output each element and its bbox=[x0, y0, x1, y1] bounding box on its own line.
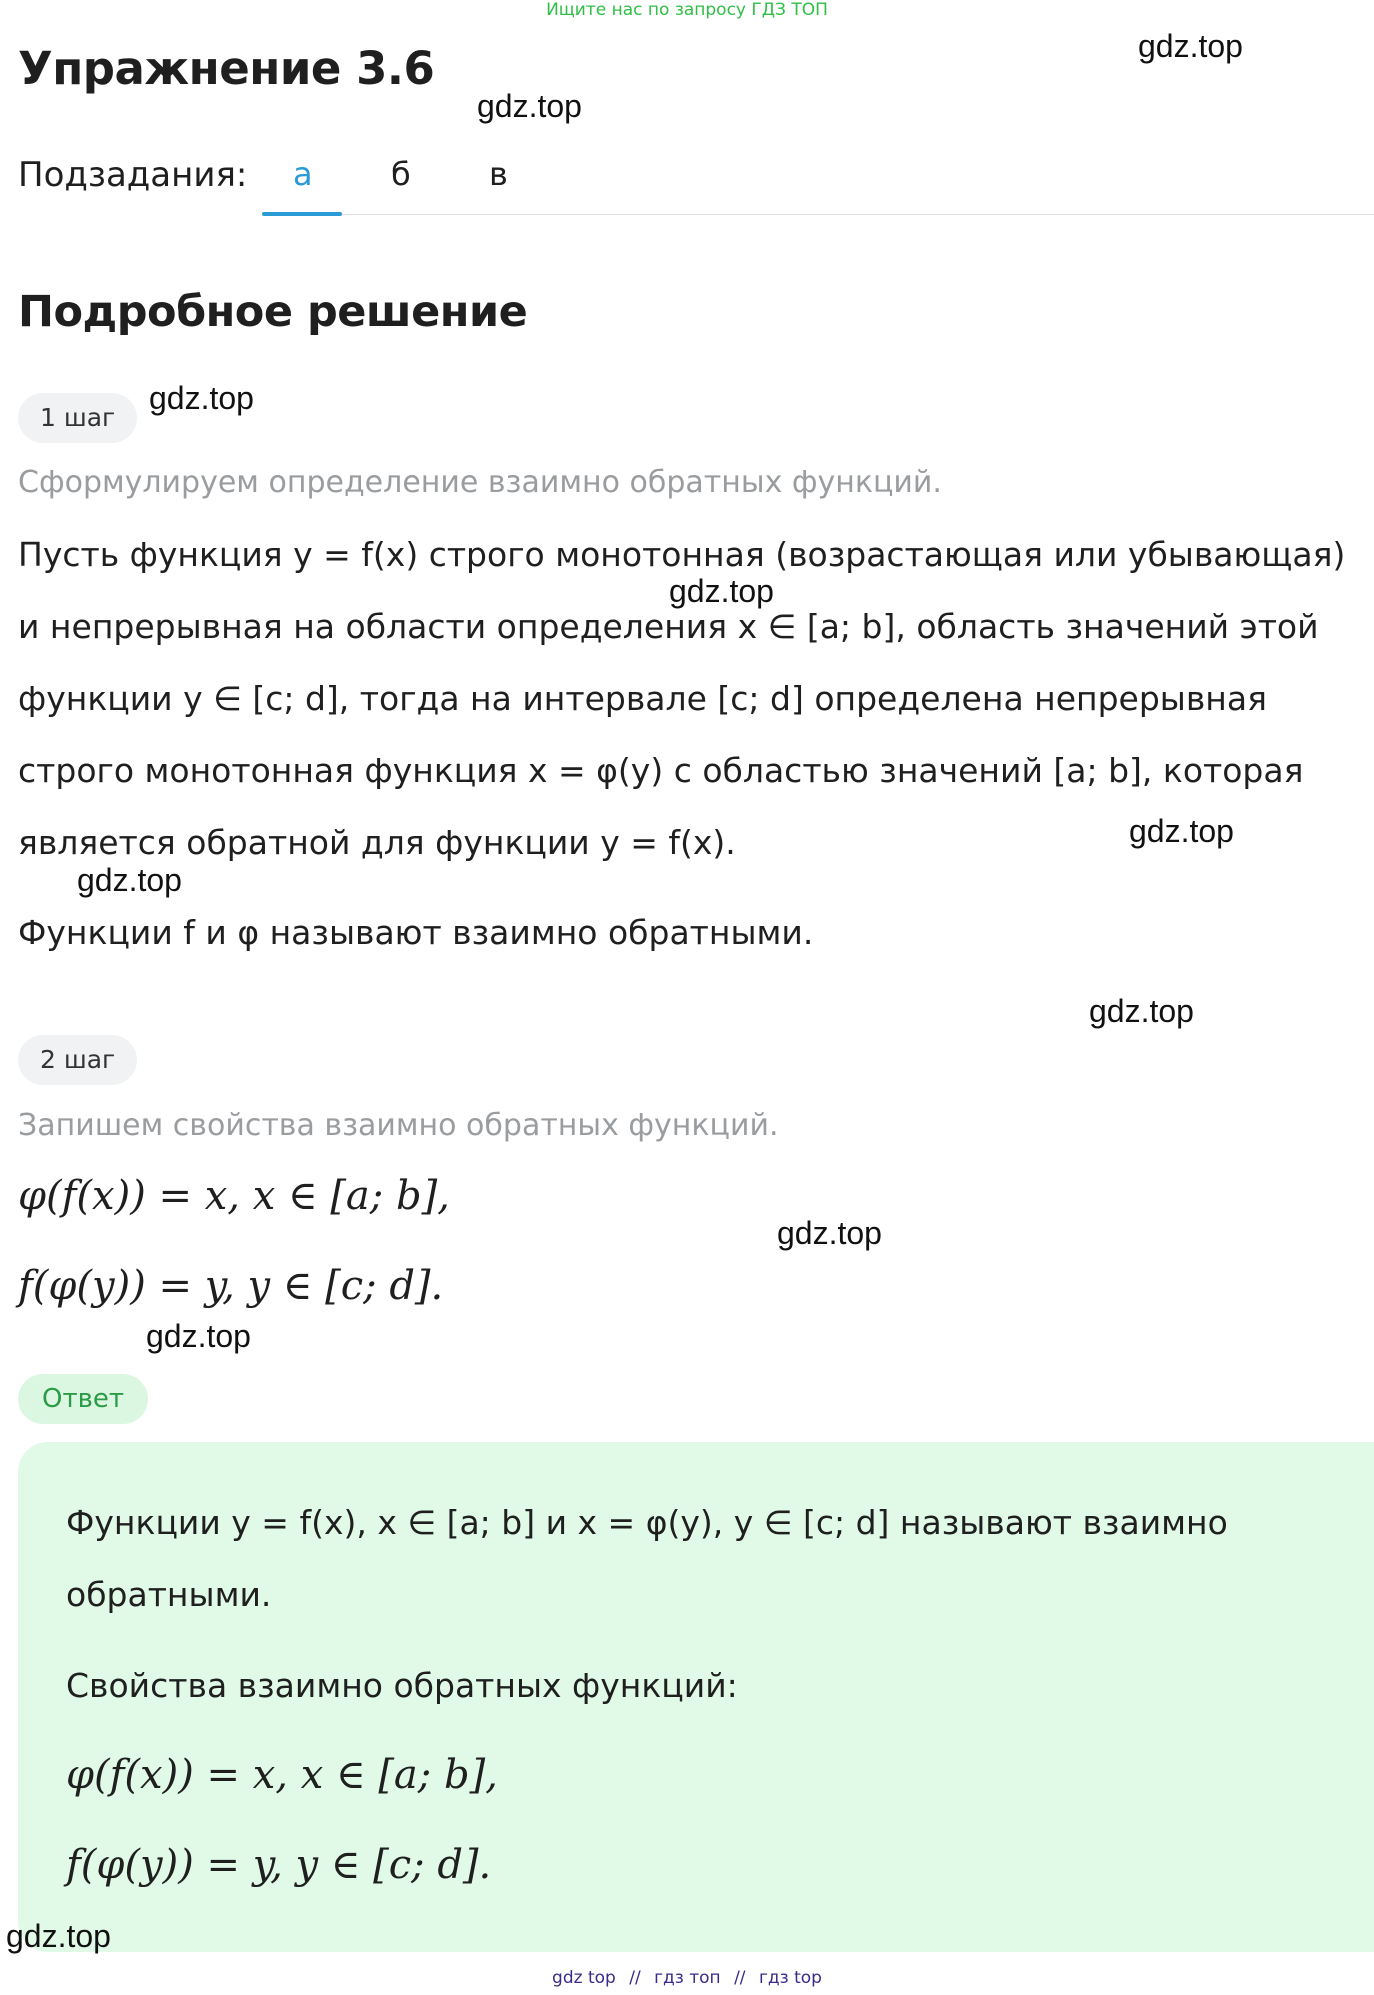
watermark: gdz.top bbox=[777, 1215, 882, 1251]
watermark: gdz.top bbox=[146, 1318, 251, 1354]
step-1-description: Сформулируем определение взаимно обратных функций. bbox=[18, 465, 942, 500]
answer-formula: f(φ(y)) = y, y ∈ [c; d]. bbox=[66, 1842, 492, 1888]
tabs-divider bbox=[262, 214, 1374, 215]
watermark: gdz.top bbox=[669, 573, 774, 609]
tab-v[interactable]: в bbox=[489, 155, 508, 193]
watermark: gdz.top bbox=[1129, 813, 1234, 849]
step-1-line: функции y ∈ [c; d], тогда на интервале [c; d] определена непрерывная bbox=[18, 679, 1267, 718]
answer-formula: φ(f(x)) = x, x ∈ [a; b], bbox=[66, 1752, 498, 1798]
tab-b[interactable]: б bbox=[391, 155, 411, 193]
footer-link[interactable]: гдз топ bbox=[654, 1968, 721, 1988]
watermark: gdz.top bbox=[6, 1918, 111, 1954]
watermark: gdz.top bbox=[1089, 993, 1194, 1029]
step-2-badge: 2 шаг bbox=[18, 1035, 137, 1085]
answer-line: Функции y = f(x), x ∈ [a; b] и x = φ(y), y ∈ [c; d] называют взаимно bbox=[66, 1503, 1228, 1542]
step-2-description: Запишем свойства взаимно обратных функций. bbox=[18, 1108, 779, 1143]
footer-separator: // bbox=[734, 1968, 746, 1988]
tab-a[interactable]: а bbox=[293, 155, 313, 193]
step-1-conclusion: Функции f и φ называют взаимно обратными. bbox=[18, 913, 814, 952]
watermark: gdz.top bbox=[77, 862, 182, 898]
step-1-line: и непрерывная на области определения x ∈ [a; b], область значений этой bbox=[18, 607, 1319, 646]
footer-separator: // bbox=[629, 1968, 641, 1988]
subtasks-label: Подзадания: bbox=[18, 155, 248, 195]
watermark: gdz.top bbox=[1138, 28, 1243, 64]
solution-title: Подробное решение bbox=[18, 287, 528, 337]
page-title: Упражнение 3.6 bbox=[18, 42, 435, 95]
answer-properties-label: Свойства взаимно обратных функций: bbox=[66, 1666, 738, 1705]
step-1-line: строго монотонная функция x = φ(y) с областью значений [a; b], которая bbox=[18, 751, 1304, 790]
answer-line: обратными. bbox=[66, 1575, 272, 1614]
watermark: gdz.top bbox=[149, 380, 254, 416]
step-1-line: является обратной для функции y = f(x). bbox=[18, 823, 736, 862]
top-banner: Ищите нас по запросу ГДЗ ТОП bbox=[546, 0, 828, 20]
footer-links bbox=[0, 1968, 1374, 1988]
step-1-badge: 1 шаг bbox=[18, 393, 137, 443]
footer-link[interactable]: gdz top bbox=[552, 1968, 616, 1988]
answer-badge: Ответ bbox=[18, 1374, 148, 1424]
watermark: gdz.top bbox=[477, 88, 582, 124]
step-1-line: Пусть функция y = f(x) строго монотонная (возрастающая или убывающая) bbox=[18, 535, 1346, 574]
footer-link[interactable]: гдз top bbox=[758, 1968, 822, 1988]
step-2-formula: f(φ(y)) = y, y ∈ [c; d]. bbox=[18, 1263, 444, 1309]
step-2-formula: φ(f(x)) = x, x ∈ [a; b], bbox=[18, 1173, 450, 1219]
active-tab-indicator bbox=[262, 212, 342, 216]
